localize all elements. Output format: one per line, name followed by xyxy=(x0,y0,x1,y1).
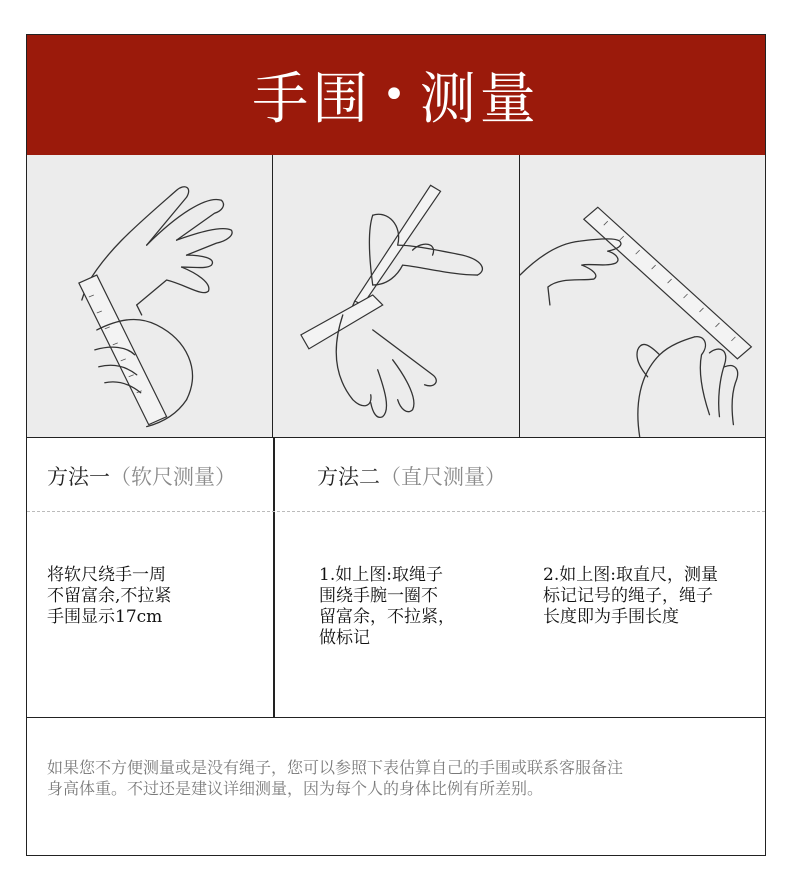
methods-divider xyxy=(273,437,275,717)
method-two-step-two xyxy=(543,565,743,628)
step-one-line: 围绕手腕一圈不 xyxy=(319,586,438,606)
footnote xyxy=(47,757,747,799)
soft-tape-wrist-icon xyxy=(27,155,272,437)
title-dot: • xyxy=(382,72,410,118)
method-two-subtitle: （直尺测量） xyxy=(380,465,506,489)
methods-section xyxy=(27,437,765,718)
step-one-line: 留富余，不拉紧， xyxy=(319,607,455,627)
illustration-ruler xyxy=(519,155,765,437)
footnote-line: 如果您不方便测量或是没有绳子，您可以参照下表估算自己的手围或联系客服备注 xyxy=(47,758,624,777)
step-two-line: 长度即为手围长度 xyxy=(543,607,679,627)
method-two-title xyxy=(317,461,506,491)
method-one-subtitle: （软尺测量） xyxy=(110,465,236,489)
illustration-pen-mark xyxy=(272,155,518,437)
footnote-line: 身高体重。不过还是建议详细测量，因为每个人的身体比例有所差别。 xyxy=(47,779,544,798)
pen-mark-rope-icon xyxy=(273,155,518,437)
method-one-line: 手围显示17cm xyxy=(47,607,163,627)
ruler-measure-icon xyxy=(520,155,765,437)
method-one-line: 将软尺绕手一周 xyxy=(47,565,166,585)
method-two-label: 方法二 xyxy=(317,465,380,489)
method-one-label: 方法一 xyxy=(47,465,110,489)
step-one-line: 做标记 xyxy=(319,628,370,648)
method-one-line: 不留富余,不拉紧 xyxy=(47,586,172,606)
title-left: 手围 xyxy=(252,67,373,132)
dashed-divider xyxy=(27,511,765,512)
illustration-row xyxy=(27,155,765,438)
measurement-card xyxy=(26,34,766,856)
step-two-line: 标记记号的绳子，绳子 xyxy=(543,586,713,606)
header-banner xyxy=(27,35,765,156)
method-one-description xyxy=(47,565,227,628)
title-right: 测量 xyxy=(419,67,540,132)
step-two-line: 2.如上图:取直尺，测量 xyxy=(543,565,718,585)
method-one-title xyxy=(47,461,236,491)
method-two-step-one xyxy=(319,565,479,649)
step-one-line: 1.如上图:取绳子 xyxy=(319,565,443,585)
illustration-soft-tape xyxy=(27,155,272,437)
